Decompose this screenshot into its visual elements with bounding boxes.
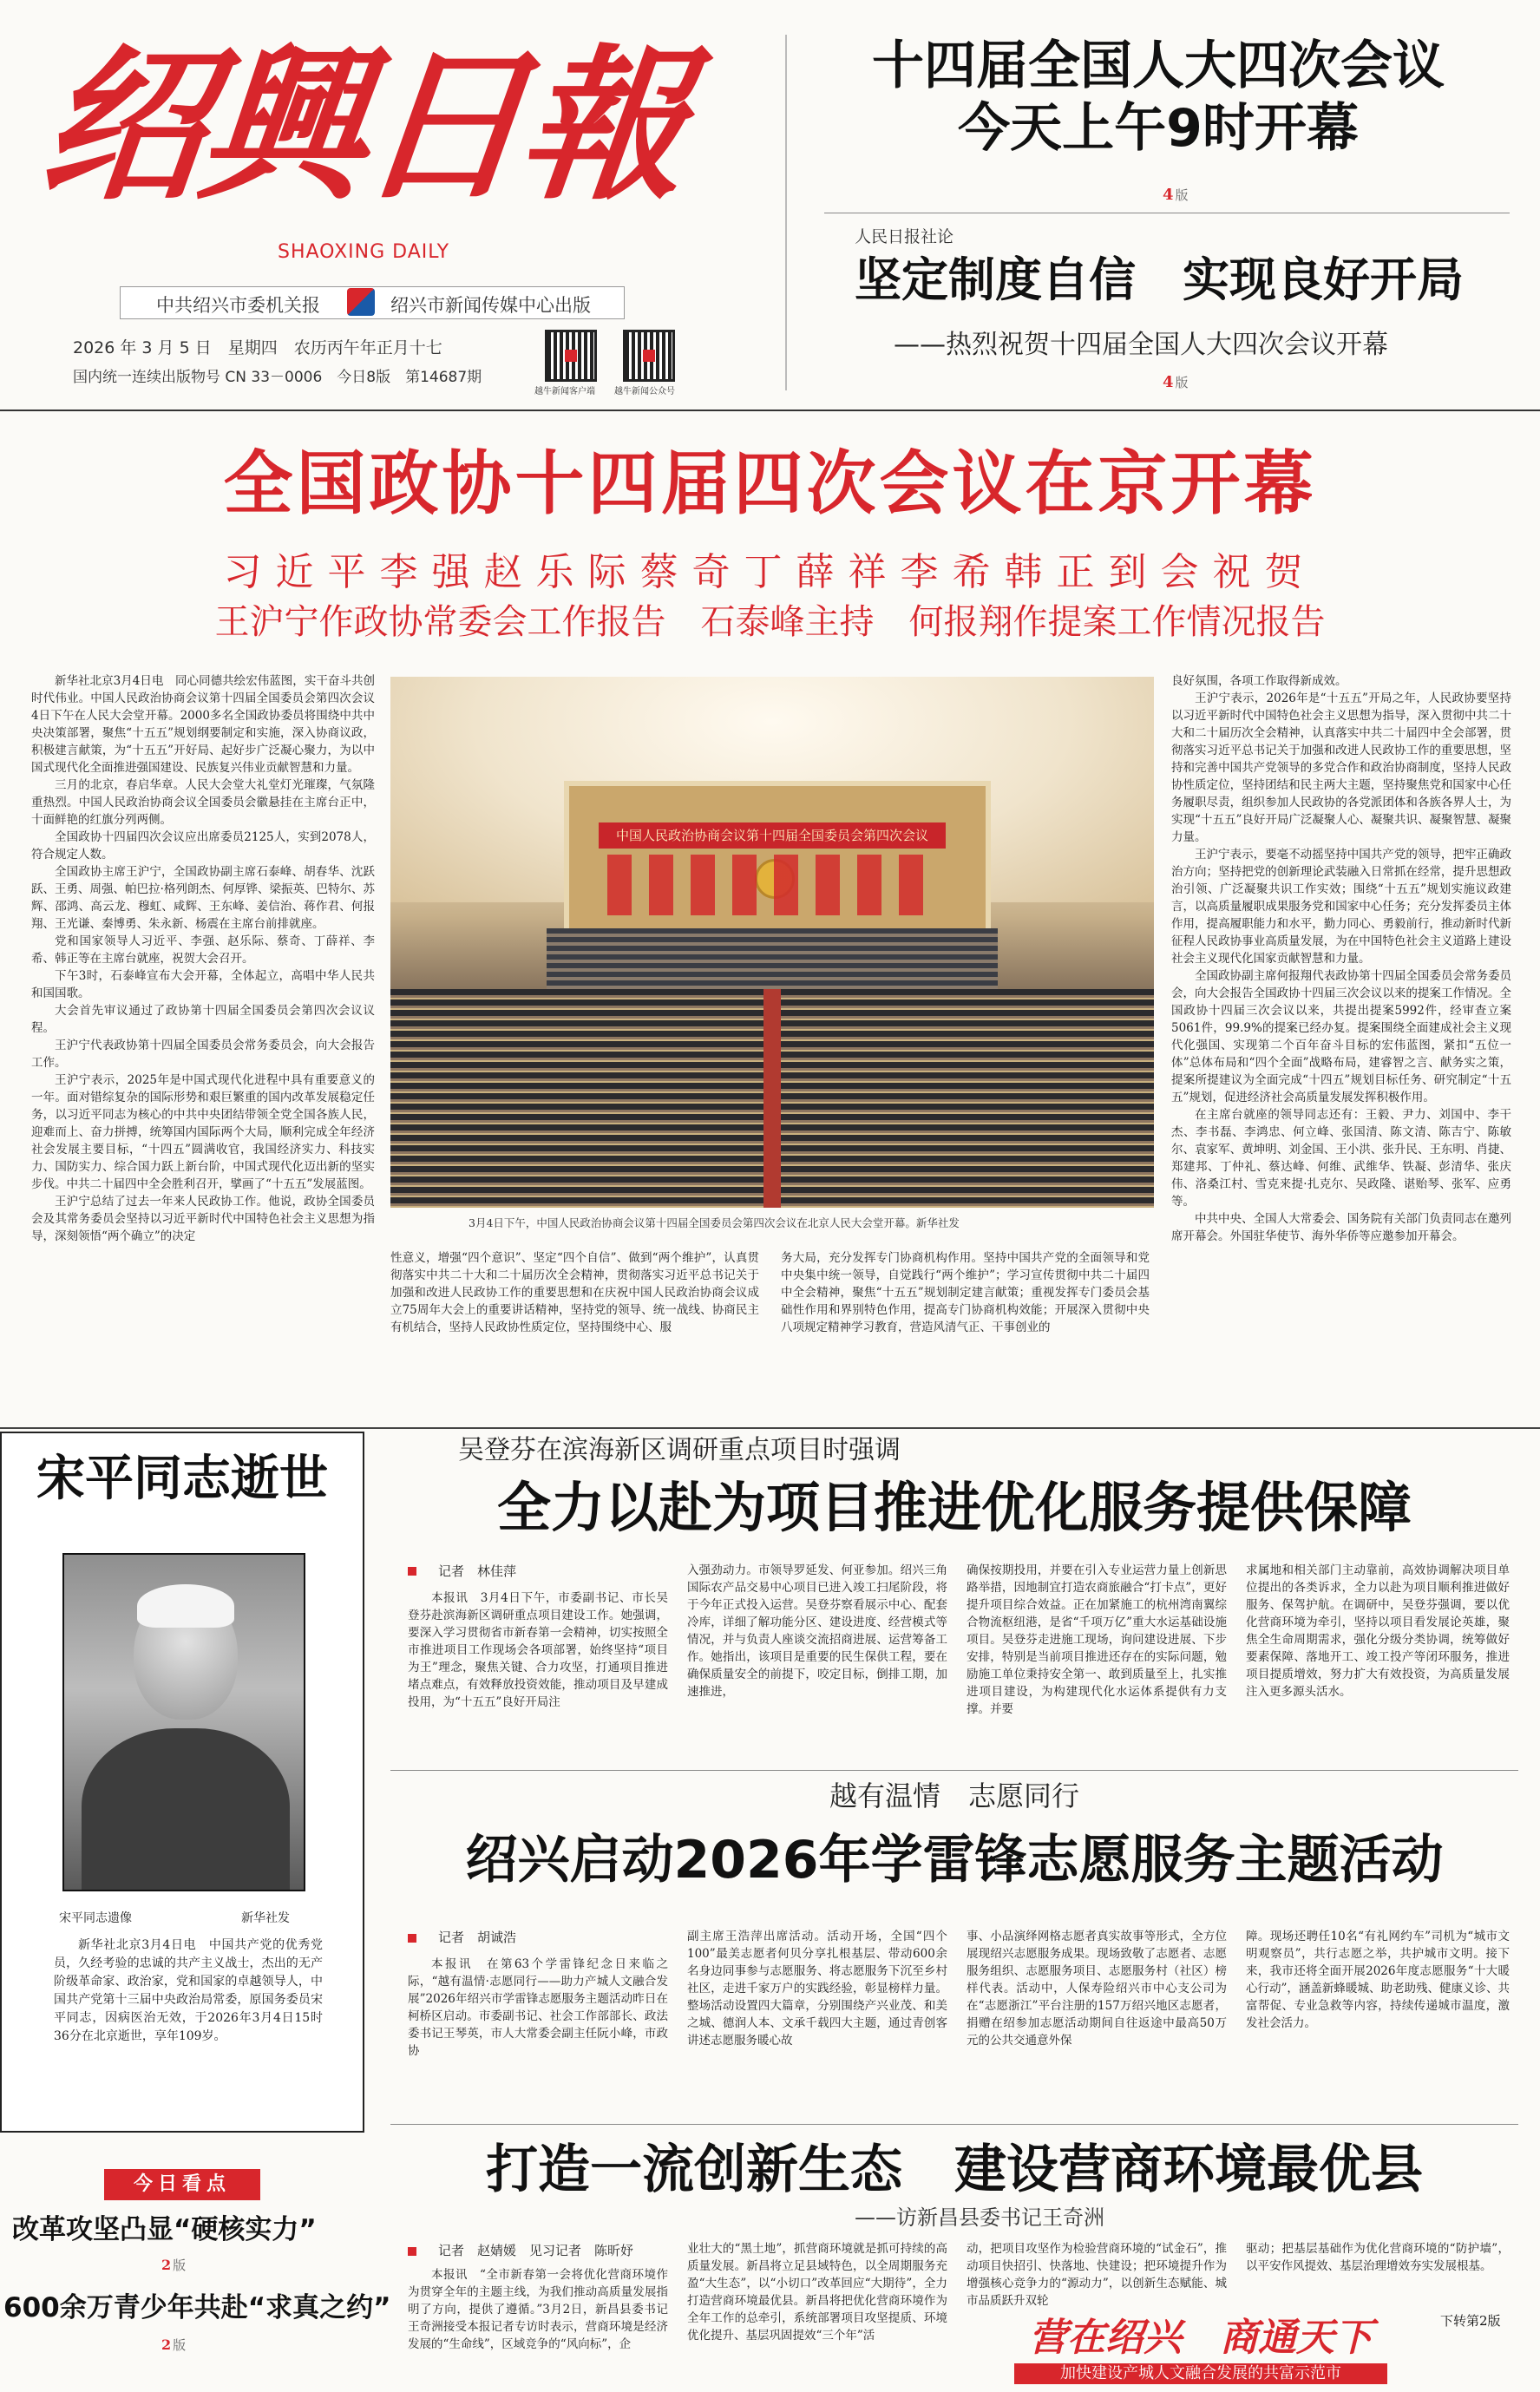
photo-stage-banner: 中国人民政治协商会议第十四届全国委员会第四次会议 [599, 822, 946, 849]
masthead-rule [0, 410, 1540, 411]
masthead-date: 2026 年 3 月 5 日 星期四 农历丙午年正月十七 [73, 338, 442, 357]
today-item-1[interactable]: 改革攻坚凸显“硬核实力” [12, 2214, 317, 2245]
lead-headline[interactable]: 全国政协十四届四次会议在京开幕 [223, 443, 1317, 524]
masthead [0, 0, 781, 403]
masthead-logo: 绍興日報 [32, 29, 691, 222]
story3-byline: 记者 胡诚浩 [438, 1930, 517, 1945]
masthead-issue: 国内统一连续出版物号 CN 33－0006 今日8版 第14687期 [73, 369, 482, 386]
story4-byline: 记者 赵婧媛 见习记者 陈昕妤 [438, 2243, 634, 2258]
top-headline-1[interactable] [811, 35, 1505, 160]
section-rule [0, 1427, 1540, 1429]
masthead-sponsor1: 中共绍兴市委机关报 [156, 295, 320, 316]
top-headline-1-page: 4 版 [1163, 186, 1189, 204]
masthead-vertical-divider [785, 35, 787, 390]
story3-col-2: 副主席王浩萍出席活动。活动开场，全国“四个100”最美志愿者何贝分享扎根基层、带动600余名身边同事参与志愿服务、将志愿服务下沉至乡村社区，走进千家万户的实践经验，彰显榜样力量。整场活动设置四大篇章，分别围绕产兴业茂、和美之城、德润人本、文承千载四大主题，通过青创客讲述志愿服务暖心故 [687, 1930, 947, 2048]
story3-col-4: 障。现场还聘任10名“有礼网约车”司机为“城市文明观察员”，共行志愿之举，共护城市文明。接下来，我市还将全面开展2026年度志愿服务“十大暖心行动”，涵盖新蜂暖城、助老助残、健康义诊、共富帮促、专业急救等内容，持续传递城市温度，激发社会活力。 [1246, 1930, 1510, 2030]
today-item-1-page: 2 版 [161, 2257, 187, 2273]
story4-col-3: 动，把项目攻坚作为检验营商环境的“试金石”，推动项目快招引、快落地、快建设；把环境提升作为增强核心竞争力的“源动力”，以创新生态赋能、城市品质跃升双轮 [967, 2242, 1227, 2308]
story2-col-3: 确保按期投用，并要在引入专业运营力量上创新思路举措，因地制宜打造农商旅融合“打卡点”，更好提升项目综合效益。正在加紧施工的杭州湾南翼综合物流枢纽港，是省“千项万亿”重大水运基础设施项目。吴登芬走进施工现场，询问建设进展、下步安排，特别是当前项目推进还存在的实际问题，勉励施工单位秉持安全第一、敢到质量至上，扎实推进项目建设，为构建现代化水运体系提供有力支撑。并要 [967, 1563, 1227, 1716]
obituary-photo-caption-right: 新华社发 [241, 1911, 290, 1925]
ad-line1: 营在绍兴 商通天下 [1029, 2316, 1373, 2360]
top-headline-1-line2: 今天上午9时开幕 [958, 98, 1359, 159]
story2-byline-marker-icon [408, 1567, 416, 1576]
story2-headline[interactable]: 全力以赴为项目推进优化服务提供保障 [496, 1476, 1412, 1539]
top-headline-2-page: 4 版 [1163, 373, 1189, 391]
story4-byline-marker-icon [408, 2247, 416, 2256]
story2-byline: 记者 林佳萍 [438, 1563, 517, 1579]
story4-headline[interactable]: 打造一流创新生态 建设营商环境最优县 [486, 2140, 1423, 2200]
story2-col-1: 本报讯 3月4日下午，市委副书记、市长吴登芬赴滨海新区调研重点项目建设工作。她强调，要深入学习贯彻省市新春第一会精神，切实按照全市推进项目工作现场会各项部署，始终坚持“项目为王”理念，聚焦关键、合力攻坚，打通项目推进堵点难点，有效释放投资效能，推动项目及早建成投用，为“十五五”良好开局注 [408, 1591, 668, 1709]
story3-kicker: 越有温情 志愿同行 [829, 1779, 1079, 1812]
story2-col-4: 求属地和相关部门主动靠前，高效协调解决项目单位提出的各类诉求，全力以赴为项目顺利推进做好服务、保驾护航。在调研中，吴登芬强调，要以优化营商环境为牵引，坚持以项目看发展论英雄，聚焦全生命周期需求，强化分级分类协调，统筹做好要素保障、落地开工、竣工投产等闭环服务，推进项目提质增效，努力扩大有效投资，为高质量发展注入更多源头活水。 [1246, 1563, 1510, 1699]
qr1-label: 越牛新闻客户端 [534, 387, 595, 396]
today-item-2-page: 2 版 [161, 2336, 187, 2353]
portrait-body [82, 1728, 290, 1891]
lead-column-bottom-2: 务大局，充分发挥专门协商机构作用。坚持中国共产党的全面领导和党中央集中统一领导，自觉践行“两个维护”；学习宣传贯彻中共二十届四中全会精神，聚焦“十五五”规划制定建言献策；重视发挥专门委员会基础性作用和界别特色作用，提高专门协商机构效能；开展深入贯彻中央八项规定精神学习教育，营造风清气正、干事创业的 [781, 1251, 1150, 1334]
obituary-photo-caption-left: 宋平同志遗像 [59, 1911, 132, 1925]
obituary-text: 新华社北京3月4日电 中国共产党的优秀党员，久经考验的忠诚的共产主义战士，杰出的无产阶级革命家、政治家，党和国家的卓越领导人，中国共产党第十三届中央政治局常委，原国务委员宋平同志，因病医治无效，于2026年3月4日15时36分在北京逝世，享年109岁。 [54, 1938, 323, 2043]
qr-code-app [545, 330, 597, 382]
story4-col-2: 业壮大的“黑土地”，抓营商环境就是抓可持续的高质量发展。新昌将立足县域特色，以全周期服务充盈“大生态”，以“小切口”改革回应“大期待”，全力打造营商环境最优县。新昌将把优化营商环境作为全年工作的总牵引，系统部署项目攻坚提质、环境优化提升、基层巩固提效“三个年”活 [687, 2242, 947, 2343]
ad-line2: 加快建设产城人文融合发展的共富示范市 [1014, 2363, 1387, 2384]
ad-banner[interactable] [967, 2315, 1435, 2389]
photo-rostrum [547, 928, 998, 989]
story3-col-1: 本报讯 在第63个学雷锋纪念日来临之际，“越有温情·志愿同行——助力产城人文融合发展”2026年绍兴市学雷锋志愿服务主题活动昨日在柯桥区启动。市委副书记、社会工作部部长、政法委书记王琴英，市人大常委会副主任阮小峰，市政协 [408, 1957, 668, 2058]
story2-col-2: 入强劲动力。市领导罗延发、何亚参加。绍兴三角国际农产品交易中心项目已进入竣工扫尾阶段，将于今年正式投入运营。吴登芬察看展示中心、配套冷库，详细了解功能分区、建设进度、经营模式等情况，并与负责人座谈交流招商进展、运营筹备工作。她指出，该项目是重要的民生保供工程，要在确保质量安全的前提下，咬定目标，倒排工期，加速推进， [687, 1563, 947, 1699]
obituary-title[interactable]: 宋平同志逝世 [36, 1451, 328, 1507]
today-item-2[interactable]: 600余万青少年共赴“求真之约” [3, 2292, 391, 2323]
story4-col-4: 驱动；把基层基础作为优化营商环境的“防护墙”，以平安作风提效、基层治理增效夯实发展根基。 [1246, 2242, 1510, 2273]
lead-sub1: 习近平李强赵乐际蔡奇丁薛祥李希韩正到会祝贺 [223, 550, 1317, 594]
portrait-hair [137, 1584, 234, 1628]
lead-column-bottom-1: 性意义，增强“四个意识”、坚定“四个自信”、做到“两个维护”，认真贯彻落实中共二十大和二十届历次全会精神，贯彻落实习近平总书记关于加强和改进人民政协工作的重要思想和在庆祝中国人民政治协商会议成立75周年大会上的重要讲话精神，坚持党的领导、统一战线、协商民主有机结合，坚持人民政协性质定位，坚持围绕中心、服 [390, 1251, 759, 1334]
lead-photo [390, 677, 1154, 1208]
top-headline-1-line1: 十四届全国人大四次会议 [872, 36, 1445, 96]
qr-code-wechat [623, 330, 675, 382]
lead-photo-caption: 3月4日下午，中国人民政治协商会议第十四届全国委员会第四次会议在北京人民大会堂开幕。新华社发 [469, 1216, 960, 1229]
masthead-sponsor2: 绍兴市新闻传媒中心出版 [390, 295, 591, 316]
top-headline-2[interactable]: 坚定制度自信 实现良好开局 [855, 252, 1464, 307]
lead-sub2: 王沪宁作政协常委会工作报告 石泰峰主持 何报翔作提案工作情况报告 [214, 602, 1326, 642]
today-box-header: 今日看点 [104, 2169, 260, 2200]
story3-byline-marker-icon [408, 1934, 416, 1943]
photo-flags [607, 855, 937, 915]
commentary-kicker: 人民日报社论 [855, 227, 954, 246]
obituary-portrait [62, 1553, 305, 1891]
story4-continued[interactable]: 下转第2版 [1440, 2313, 1501, 2329]
lead-column-left: 新华社北京3月4日电 同心同德共绘宏伟蓝图，实干奋斗共创时代伟业。中国人民政治协商会议第十四届全国委员会第四次会议4日下午在人民大会堂开幕。2000多名全国政协委员将围绕中共中央决策部署，聚焦“十五五”规划纲要制定和实施，深入协商议政，积极建言献策，为“十五五”开好局、起好步广泛凝心聚力，为以中国式现代化全面推进强国建设、民族复兴伟业贡献智慧和力量。 三月的北京，春启华章。人民大会堂大礼堂灯光璀璨，气氛隆重热烈。中国人民政治协商会议全国委员会徽悬挂在主席台正中，十面鲜艳的红旗分列两侧。 全国政协十四届四次会议应出席委员2125人，实到2078人，符合规定人数。 全国政协主席王沪宁，全国政协副主席石泰峰、胡春华、沈跃跃、王勇、周强、帕巴拉·格列朗杰、何厚铧、梁振英、巴特尔、苏辉、邵鸿、高云龙、穆虹、咸辉、王东峰、姜信治、蒋作君、何报翔、王光谦、秦博勇、朱永新、杨震在主席台前排就座。 党和国家领导人习近平、李强、赵乐际、蔡奇、丁薛祥、李希、韩正等在主席台就座，祝贺大会召开。 下午3时，石泰峰宣布大会开幕，全体起立，高唱中华人民共和国国歌。 大会首先审议通过了政协第十四届全国委员会第四次会议议程。 王沪宁代表政协第十四届全国委员会常务委员会，向大会报告工作。 王沪宁表示，2025年是中国式现代化进程中具有重要意义的一年。面对错综复杂的国际形势和艰巨繁重的国内改革发展稳定任务，以习近平同志为核心的中共中央团结带领全党全国各族人民，迎难而上、奋力拼搏，统筹国内国际两个大局，顺利完成全年经济社会发展主要目标，“十四五”圆满收官，我国经济实力、科技实力、国防实力、综合国力跃上新台阶，中国式现代化迈出新的坚实步伐。中共二十届四中全会胜利召开，擘画了“十五五”发展蓝图。 王沪宁总结了过去一年来人民政协工作。他说，政协全国委员会及其常务委员会坚持以习近平新时代中国特色社会主义思想为指导，深刻领悟“两个确立”的决定 [31, 674, 375, 1243]
lead-column-right: 良好氛围，各项工作取得新成效。 王沪宁表示，2026年是“十五五”开局之年，人民政协要坚持以习近平新时代中国特色社会主义思想为指导，深入贯彻中共二十大和二十届历次全会精神，认真落实中共二十届四中全会部署，贯彻落实习近平总书记关于加强和改进人民政协工作的重要思想，坚持和完善中国共产党领导的多党合作和政治协商制度，坚持人民政协性质定位，坚持团结和民主两大主题，坚持聚焦党和国家中心任务履职尽责，组织参加人民政协的各党派团体和各族各界人士，为实现“十五五”良好开局广泛凝聚人心、凝聚共识、凝聚智慧、凝聚力量。 王沪宁表示，要毫不动摇坚持中国共产党的领导，把牢正确政治方向；坚持把党的创新理论武装融入日常抓在经常，提升思想政治引领、广泛凝聚共识工作实效；围绕“十五五”规划实施议政建言，以高质量履职成果服务党和国家中心任务；充分发挥委员主体作用，提高履职能力和水平，勤力同心、勇毅前行，推动新时代新征程人民政协事业高质量发展，为在中国特色社会主义道路上建设社会主义现代化国家贡献智慧和力量。 全国政协副主席何报翔代表政协第十四届全国委员会常务委员会，向大会报告全国政协十四届三次会议以来的提案工作情况。全国政协十四届三次会议以来，共提出提案5992件，经审查立案5061件，99.9%的提案已经办复。提案围绕全面建成社会主义现代化强国、实现第二个百年奋斗目标的宏伟蓝图，紧扣“五位一体”总体布局和“四个全面”战略布局，建睿智之言、献务实之策，提案所提建议为全面完成“十四五”规划目标任务、研究制定“十五五”规划，促进经济社会高质量发展发挥积极作用。 在主席台就座的领导同志还有：王毅、尹力、刘国中、李干杰、李书磊、李鸿忠、何立峰、张国清、陈文清、陈吉宁、陈敏尔、袁家军、黄坤明、刘金国、王小洪、张升民、王东明、肖捷、郑建邦、丁仲礼、蔡达峰、何维、武维华、铁凝、彭清华、张庆伟、洛桑江村、雪克来提·扎克尔、吴政隆、谌贻琴、张军、应勇等。 中共中央、全国人大常委会、国务院有关部门负责同志在邀列席开幕会。外国驻华使节、海外华侨等应邀参加开幕会。 [1171, 674, 1511, 1243]
story3-col-3: 事、小品演绎网格志愿者真实故事等形式，全方位展现绍兴志愿服务成果。现场致敬了志愿者、志愿服务组织、志愿服务项目、志愿服务村（社区）榜样代表。活动中，人保寿险绍兴市中心支公司为在“志愿浙江”平台注册的157万绍兴地区志愿者，捐赠在绍参加志愿活动期间自往返途中最高50万元的公共交通意外保 [967, 1930, 1227, 2048]
top-headline-2-sub: ——热烈祝贺十四届全国人大四次会议开幕 [894, 330, 1388, 360]
story3-headline[interactable]: 绍兴启动2026年学雷锋志愿服务主题活动 [465, 1830, 1444, 1891]
story3-divider [390, 2124, 1518, 2125]
story4-col-1: 本报讯 “全市新春第一会将优化营商环境作为贯穿全年的主题主线，为我们推动高质量发展指明了方向，提供了遵循。”3月2日，新昌县委书记王奇洲接受本报记者专访时表示，营商环境是经济发展的“生命线”，区域竞争的“风向标”，企 [408, 2268, 668, 2351]
story4-sub: ——访新昌县委书记王奇洲 [855, 2205, 1104, 2230]
masthead-english: SHAOXING DAILY [278, 241, 450, 263]
story2-kicker: 吴登芬在滨海新区调研重点项目时强调 [458, 1435, 901, 1465]
photo-aisle [763, 989, 781, 1208]
story2-divider [390, 1770, 1518, 1771]
qr2-label: 越牛新闻公众号 [614, 387, 675, 396]
masthead-emblem-icon [347, 288, 375, 316]
